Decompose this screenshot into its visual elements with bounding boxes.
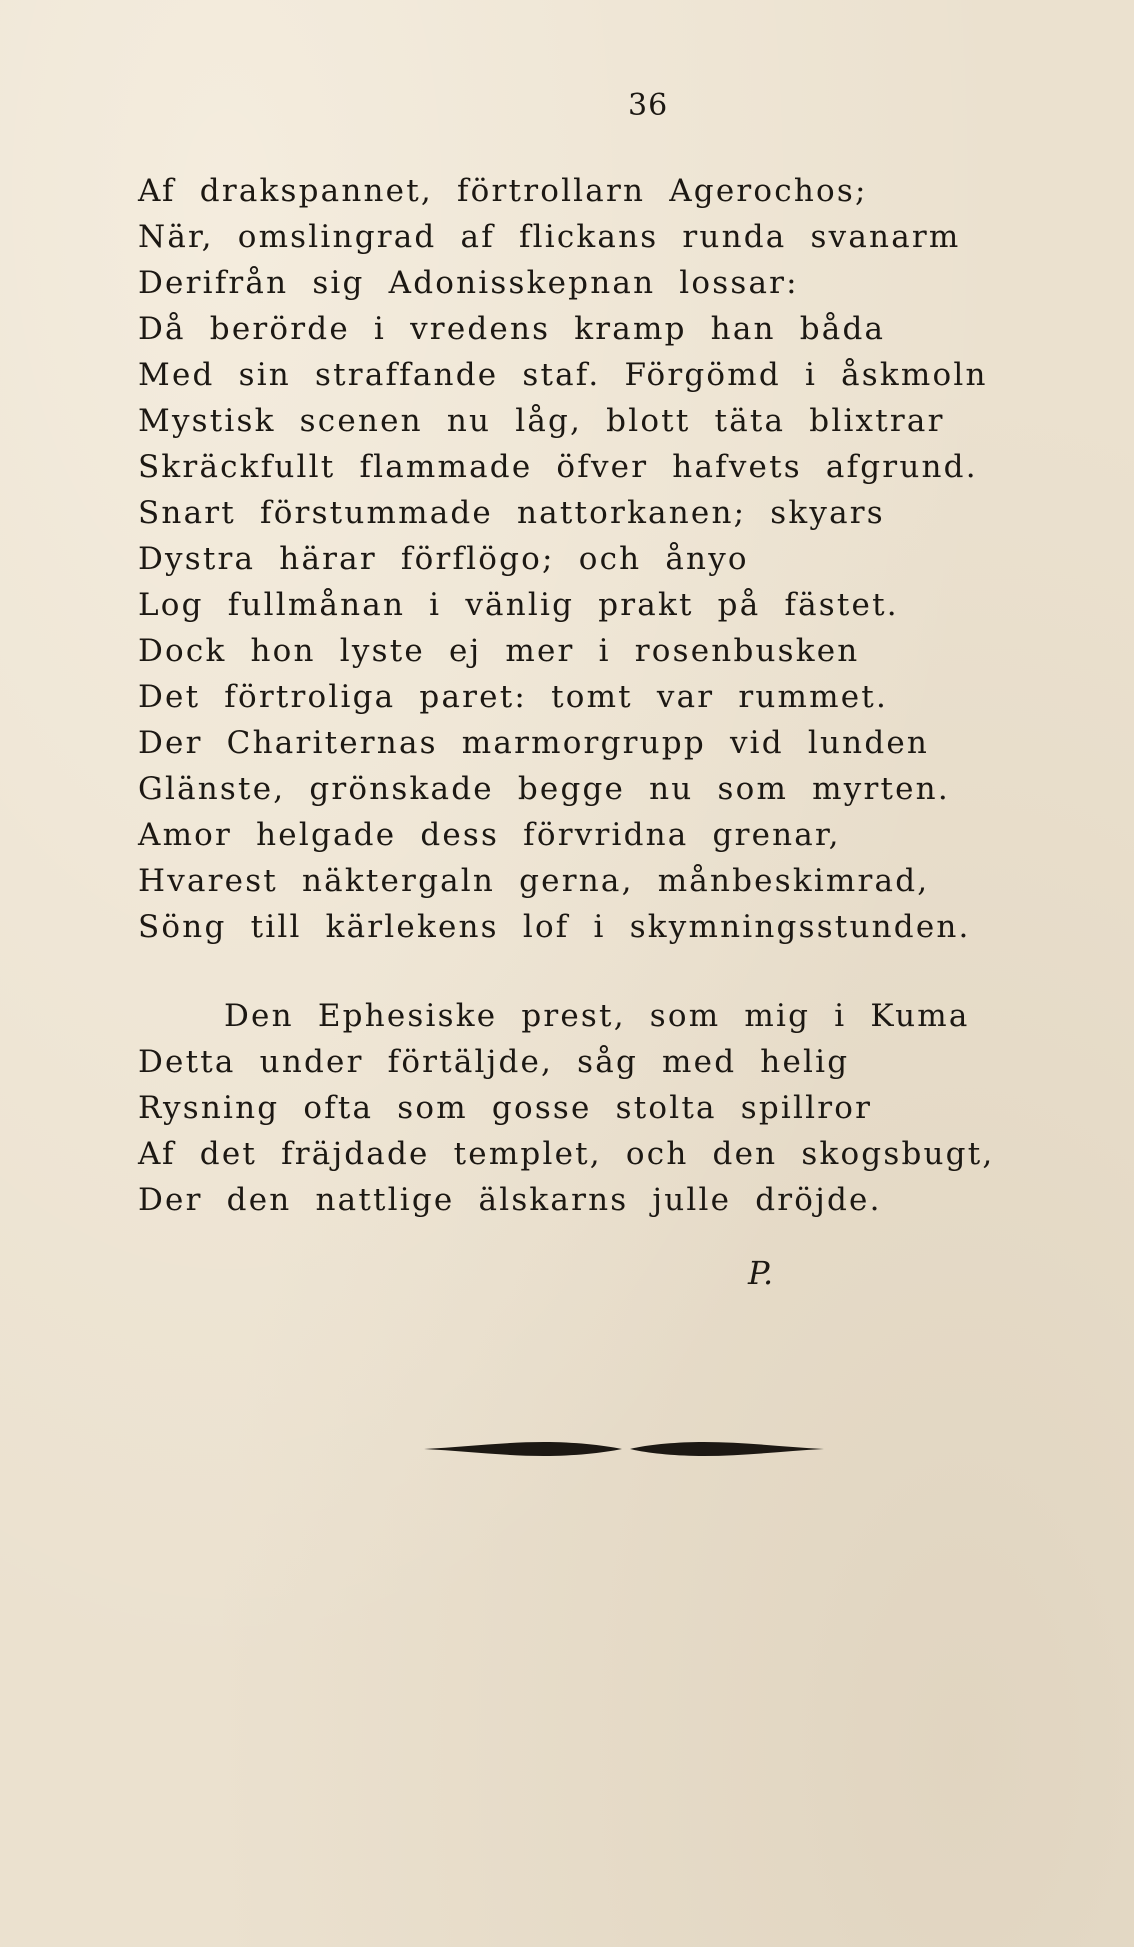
poem-line: Med sin straffande staf. Förgömd i åskmoln xyxy=(138,357,988,393)
poem-line: Rysning ofta som gosse stolta spillror xyxy=(138,1090,873,1126)
poem-line: Den Ephesiske prest, som mig i Kuma xyxy=(224,998,970,1034)
poem-line: Derifrån sig Adonisskepnan lossar: xyxy=(138,265,799,301)
poem-line: Af det fräjdade templet, och den skogsbugt, xyxy=(138,1136,995,1172)
poem-line: Detta under förtäljde, såg med helig xyxy=(138,1044,850,1080)
poem-line: Log fullmånan i vänlig prakt på fästet. xyxy=(138,587,899,623)
poem-line: Dock hon lyste ej mer i rosenbusken xyxy=(138,633,860,669)
poem-line: Glänste, grönskade begge nu som myrten. xyxy=(138,771,950,807)
poem-line: Dystra härar förflögo; och ånyo xyxy=(138,541,749,577)
poem-line: Mystisk scenen nu låg, blott täta blixtrar xyxy=(138,403,945,439)
poem-line: När, omslingrad af flickans runda svanarm xyxy=(138,219,961,255)
poem-line: Det förtroliga paret: tomt var rummet. xyxy=(138,679,888,715)
poem-line: Der Chariternas marmorgrupp vid lunden xyxy=(138,725,930,761)
ornament-divider xyxy=(424,1436,824,1462)
poem-line: Hvarest näktergaln gerna, månbeskimrad, xyxy=(138,863,930,899)
poem-line: Der den nattlige älskarns julle dröjde. xyxy=(138,1182,882,1218)
author-signature: P. xyxy=(748,1254,774,1292)
poem-stanza-1 xyxy=(138,168,988,950)
poem-line: Af drakspannet, förtrollarn Agerochos; xyxy=(138,173,868,209)
poem-line: Då berörde i vredens kramp han båda xyxy=(138,311,886,347)
page-number: 36 xyxy=(628,88,669,123)
poem-line: Skräckfullt flammade öfver hafvets afgrund. xyxy=(138,449,978,485)
poem-line: Amor helgade dess förvridna grenar, xyxy=(138,817,841,853)
poem-stanza-2 xyxy=(138,993,994,1223)
poem-line: Söng till kärlekens lof i skymningsstunden. xyxy=(138,909,971,945)
poem-line: Snart förstummade nattorkanen; skyars xyxy=(138,495,885,531)
